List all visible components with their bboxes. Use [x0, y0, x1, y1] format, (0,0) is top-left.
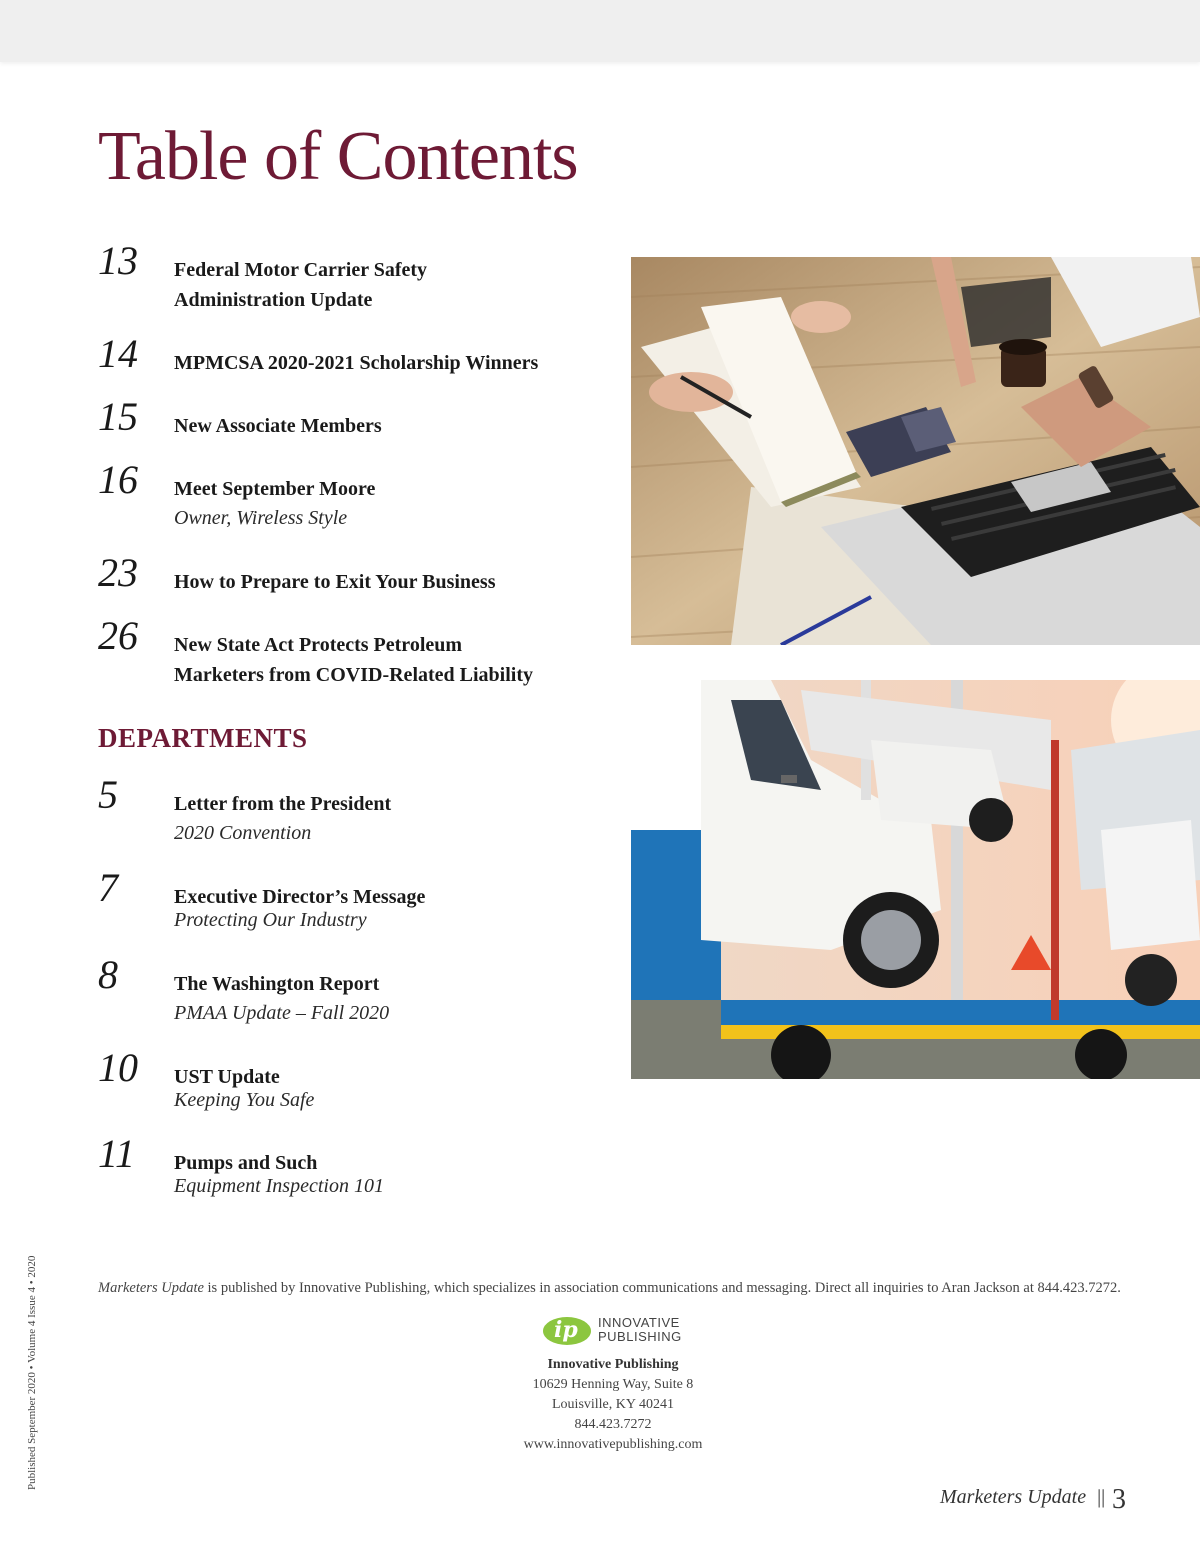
entry-title-line: Marketers from COVID-Related Liability [174, 664, 534, 686]
page-number: 23 [98, 550, 138, 595]
page-number-footer: 3 [1112, 1484, 1126, 1515]
page-number: 5 [98, 772, 118, 817]
car-carrier-illustration [631, 680, 1200, 1079]
logo-mark-text: ip [554, 1317, 578, 1343]
page-title: Table of Contents [98, 118, 578, 195]
entry-title: How to Prepare to Exit Your Business [174, 571, 496, 593]
page-number: 14 [98, 331, 138, 376]
page-number: 13 [98, 238, 138, 283]
logo-text-line2: PUBLISHING [598, 1329, 682, 1344]
publication-info [98, 1280, 1158, 1297]
address-line-1: 10629 Henning Way, Suite 8 [532, 1377, 694, 1392]
phone: 844.423.7272 [574, 1417, 652, 1432]
page-number: 11 [98, 1131, 136, 1176]
photo-office-desk [631, 257, 1200, 645]
entry-subtitle: 2020 Convention [174, 822, 312, 844]
logo-text-line1: INNOVATIVE [598, 1315, 680, 1330]
innovative-publishing-logo [542, 1315, 692, 1347]
magazine-footer [940, 1486, 1105, 1509]
entry-title [174, 255, 427, 315]
entry-subtitle: Protecting Our Industry [174, 909, 367, 931]
entry-subtitle: Equipment Inspection 101 [174, 1175, 384, 1197]
departments-heading: DEPARTMENTS [98, 723, 308, 753]
page-number: 16 [98, 457, 138, 502]
website-link[interactable]: www.innovativepublishing.com [523, 1437, 703, 1452]
entry-title: Letter from the President [174, 793, 392, 815]
side-note [26, 1250, 40, 1490]
top-bar [0, 0, 1200, 62]
desk-illustration [631, 257, 1200, 645]
entry-title: Executive Director’s Message [174, 886, 426, 908]
entry-subtitle: PMAA Update – Fall 2020 [174, 1002, 390, 1024]
page-number: 8 [98, 952, 118, 997]
magazine-name: Marketers Update [940, 1486, 1087, 1508]
page-number: 7 [98, 865, 118, 910]
page-number: 15 [98, 394, 138, 439]
entry-title: Meet September Moore [174, 478, 376, 500]
entry-subtitle: Keeping You Safe [174, 1089, 315, 1111]
page-number: 10 [98, 1045, 138, 1090]
footer-separator: || [1097, 1486, 1106, 1508]
company-name: Innovative Publishing [547, 1357, 679, 1372]
entry-title-line: Federal Motor Carrier Safety [174, 259, 428, 281]
entry-title: The Washington Report [174, 973, 380, 995]
entry-title-line: New State Act Protects Petroleum [174, 634, 463, 656]
entry-subtitle: Owner, Wireless Style [174, 507, 348, 529]
publication-text: is published by Innovative Publishing, which specializes in association communications and messaging. Direct all inquiries to Aran Jackson at 844.423.7272. [203, 1280, 1121, 1296]
photo-car-carrier [631, 680, 1200, 1079]
entry-title-line: Administration Update [174, 289, 373, 311]
entry-title: MPMCSA 2020-2021 Scholarship Winners [174, 352, 539, 374]
side-note-text: Published September 2020 • Volume 4 Issue 4 • 2020 [26, 1255, 38, 1490]
entry-title [174, 630, 533, 690]
publication-name: Marketers Update [98, 1280, 204, 1296]
entry-title: New Associate Members [174, 415, 382, 437]
page-number: 26 [98, 613, 138, 658]
address-line-2: Louisville, KY 40241 [552, 1397, 674, 1412]
entry-title: UST Update [174, 1066, 280, 1088]
entry-title: Pumps and Such [174, 1152, 318, 1174]
